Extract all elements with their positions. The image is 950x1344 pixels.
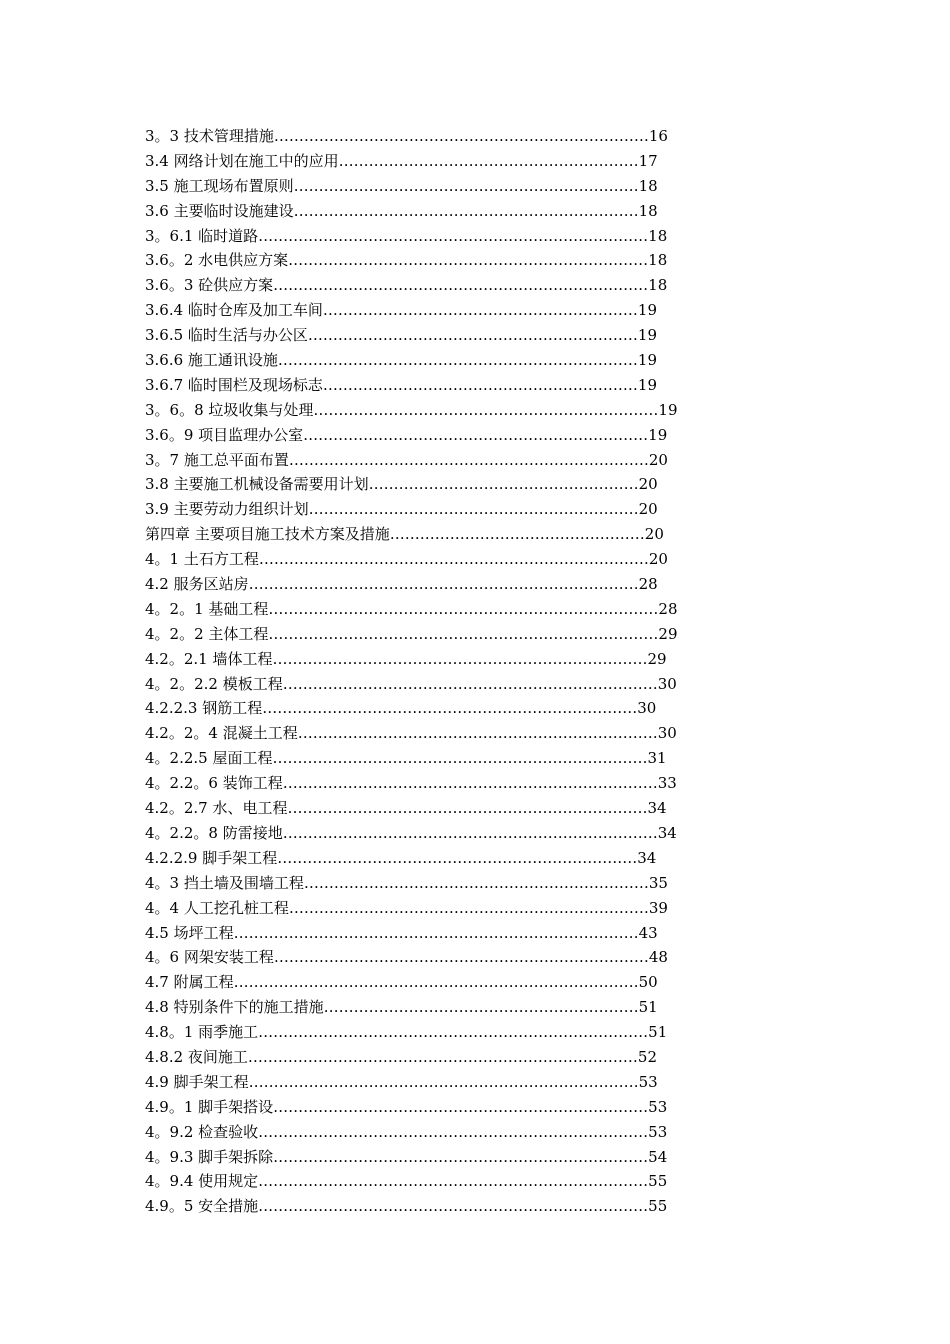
toc-entry: 3。6.1 临时道路……………………………………………………………………18 xyxy=(145,226,668,245)
toc-entry: 3.9 主要劳动力组织计划…………………………………………………………20 xyxy=(145,500,658,519)
toc-entry: 4。2。2.2 模板工程…………………………………………………………………30 xyxy=(145,674,677,693)
toc-entry: 4。3 挡土墙及围墙工程……………………………………………………………35 xyxy=(145,873,668,892)
toc-entry: 4。2.2。8 防雷接地…………………………………………………………………34 xyxy=(145,823,677,842)
toc-entry: 4.5 场坪工程………………………………………………………………………43 xyxy=(145,923,658,942)
table-of-contents xyxy=(145,124,765,1219)
toc-entry: 4.2。2.7 水、电工程………………………………………………………………34 xyxy=(145,799,667,818)
toc-entry: 4。2.2.5 屋面工程…………………………………………………………………31 xyxy=(145,749,667,768)
toc-entry: 4.8.2 夜间施工……………………………………………………………………52 xyxy=(145,1047,658,1066)
toc-entry: 4.8 特别条件下的施工措施………………………………………………………51 xyxy=(145,998,658,1017)
toc-entry: 4.2。2。4 混凝土工程………………………………………………………………30 xyxy=(145,724,677,743)
toc-entry: 3。3 技术管理措施…………………………………………………………………16 xyxy=(145,127,668,145)
toc-entry: 4.2。2.1 墙体工程…………………………………………………………………29 xyxy=(145,649,667,668)
toc-entry: 3.6。9 项目监理办公室……………………………………………………………19 xyxy=(145,425,668,444)
toc-entry: 第四章 主要项目施工技术方案及措施……………………………………………20 xyxy=(145,525,664,544)
toc-entry: 4。2.2。6 装饰工程…………………………………………………………………33 xyxy=(145,774,677,793)
toc-entry: 4。9.3 脚手架拆除…………………………………………………………………54 xyxy=(145,1147,668,1166)
toc-entry: 4.2.2.3 钢筋工程…………………………………………………………………30 xyxy=(145,699,657,718)
toc-entry: 3.6.6 施工通讯设施………………………………………………………………19 xyxy=(145,351,658,370)
toc-entry: 4.2 服务区站房……………………………………………………………………28 xyxy=(145,575,658,594)
toc-entry: 4。2。2 主体工程……………………………………………………………………29 xyxy=(145,624,678,643)
toc-entry: 4.7 附属工程………………………………………………………………………50 xyxy=(145,973,658,992)
toc-entry: 3.6.7 临时围栏及现场标志………………………………………………………19 xyxy=(145,375,658,394)
toc-entry: 4.2.2.9 脚手架工程………………………………………………………………34 xyxy=(145,848,657,867)
toc-entry: 3.6 主要临时设施建设……………………………………………………………18 xyxy=(145,201,658,220)
toc-entry: 3.6.4 临时仓库及加工车间………………………………………………………19 xyxy=(145,301,658,320)
toc-entry: 4。4 人工挖孔桩工程………………………………………………………………39 xyxy=(145,898,668,917)
toc-entry: 3.6。2 水电供应方案………………………………………………………………18 xyxy=(145,251,668,270)
toc-entry: 3.8 主要施工机械设备需要用计划………………………………………………20 xyxy=(145,475,658,494)
toc-entry: 3。7 施工总平面布置………………………………………………………………20 xyxy=(145,450,668,469)
toc-entry: 4.9。1 脚手架搭设…………………………………………………………………53 xyxy=(145,1097,668,1116)
toc-entry: 4。1 土石方工程……………………………………………………………………20 xyxy=(145,550,668,569)
toc-entry: 3.6。3 砼供应方案…………………………………………………………………18 xyxy=(145,276,668,295)
toc-entry: 4。2。1 基础工程……………………………………………………………………28 xyxy=(145,599,678,618)
toc-entry: 3.4 网络计划在施工中的应用……………………………………………………17 xyxy=(145,151,658,170)
toc-entry: 3。6。8 垃圾收集与处理……………………………………………………………19 xyxy=(145,400,678,419)
toc-entry: 3.6.5 临时生活与办公区…………………………………………………………19 xyxy=(145,326,658,345)
toc-entry: 4。6 网架安装工程…………………………………………………………………48 xyxy=(145,948,668,967)
toc-entry: 4.9。5 安全措施……………………………………………………………………55 xyxy=(145,1197,668,1216)
toc-entry: 4.9 脚手架工程……………………………………………………………………53 xyxy=(145,1072,658,1091)
toc-entry: 4。9.4 使用规定……………………………………………………………………55 xyxy=(145,1172,668,1191)
toc-entry: 3.5 施工现场布置原则……………………………………………………………18 xyxy=(145,176,658,195)
toc-entry: 4。9.2 检查验收……………………………………………………………………53 xyxy=(145,1122,668,1141)
toc-entry: 4.8。1 雨季施工……………………………………………………………………51 xyxy=(145,1023,668,1042)
